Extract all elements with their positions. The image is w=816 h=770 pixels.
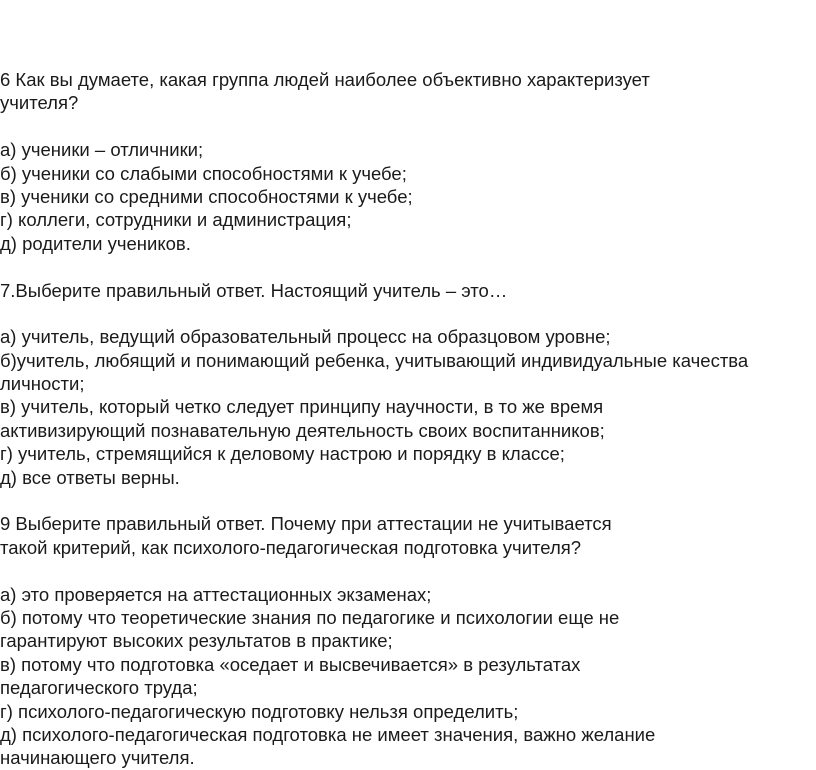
answer-option: б) потому что теоретические знания по педагогике и психологии еще не (0, 606, 620, 628)
question-text: такой критерий, как психолого-педагогическая подготовка учителя? (0, 536, 582, 558)
answer-option: а) учитель, ведущий образовательный процесс на образцовом уровне; (0, 326, 611, 348)
answer-option-continued: начинающего учителя. (0, 747, 195, 769)
answer-option: г) учитель, стремящийся к деловому настрою и порядку в классе; (0, 443, 565, 465)
answer-option: в) учитель, который четко следует принципу научности, в то же время (0, 396, 604, 418)
spacer (0, 559, 816, 582)
question-text: 9 Выберите правильный ответ. Почему при аттестации не учитывается (0, 513, 612, 535)
question-text: 6 Как вы думаете, какая группа людей наиболее объективно характеризует (0, 69, 650, 90)
question-text: учителя? (0, 92, 79, 114)
answer-option: г) психолого-педагогическую подготовку нельзя определить; (0, 700, 519, 722)
spacer (0, 255, 816, 278)
answer-option-continued: активизирующий познавательную деятельность своих воспитанников; (0, 419, 605, 441)
document-body (0, 68, 816, 770)
question-7 (0, 279, 816, 490)
answer-option: в) потому что подготовка «оседает и высвечивается» в результатах (0, 653, 581, 675)
answer-option: г) коллеги, сотрудники и администрация; (0, 209, 352, 231)
answer-option-continued: гарантируют высоких результатов в практике; (0, 630, 393, 652)
answer-option-continued: педагогического труда; (0, 677, 198, 699)
answer-option: д) родители учеников. (0, 232, 191, 254)
question-6 (0, 68, 816, 255)
spacer (0, 302, 816, 325)
answer-option: б) ученики со слабыми способностями к учебе; (0, 162, 407, 184)
answer-option: д) психолого-педагогическая подготовка не имеет значения, важно желание (0, 723, 656, 745)
spacer (0, 489, 816, 512)
spacer (0, 115, 816, 138)
question-9 (0, 512, 816, 769)
answer-option: б)учитель, любящий и понимающий ребенка, учитывающий индивидуальные качества (0, 349, 749, 371)
answer-option: в) ученики со средними способностями к учебе; (0, 185, 413, 207)
answer-option: а) это проверяется на аттестационных экзаменах; (0, 583, 432, 605)
answer-option: а) ученики – отличники; (0, 139, 204, 161)
question-text: 7.Выберите правильный ответ. Настоящий учитель – это… (0, 279, 508, 301)
answer-option-continued: личности; (0, 373, 85, 395)
answer-option: д) все ответы верны. (0, 466, 180, 488)
